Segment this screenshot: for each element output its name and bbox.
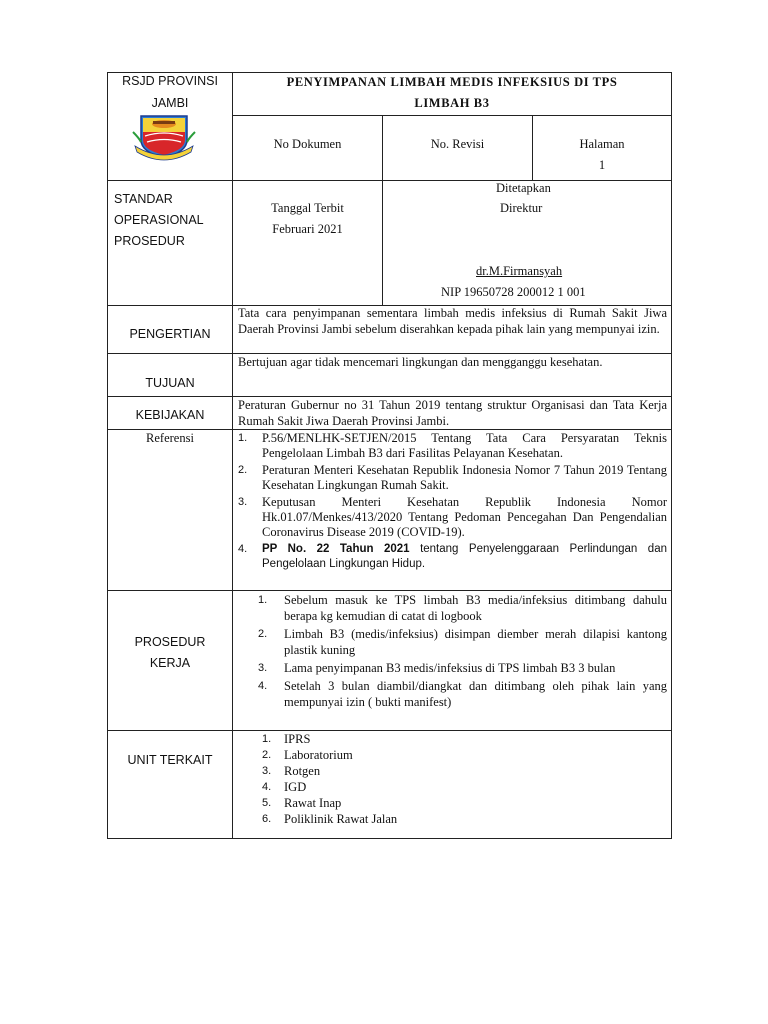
- list-item: [262, 795, 662, 811]
- list-item-number: 3.: [262, 765, 272, 777]
- list-item-text: Rawat Inap: [284, 796, 342, 810]
- prosedur-list: [258, 592, 667, 710]
- row-divider-pengertian: [107, 353, 672, 354]
- row-divider-referensi: [107, 590, 672, 591]
- tujuan-label: TUJUAN: [145, 376, 195, 390]
- signatory-name: dr.M.Firmansyah: [476, 264, 563, 278]
- list-item-text: Lama penyimpanan B3 medis/infeksius di TPS limbah B3 3 bulan: [284, 661, 616, 675]
- list-item: [262, 731, 662, 747]
- list-item-number: 4.: [258, 680, 268, 692]
- table-border-bottom: [107, 838, 672, 839]
- list-item-number: 4.: [238, 543, 248, 555]
- halaman-value: 1: [598, 158, 606, 172]
- referensi-list: [238, 431, 667, 572]
- list-item-text: Keputusan Menteri Kesehatan Republik Indonesia Nomor Hk.01.07/Menkes/413/2020 Tentang Pedoman Pencegahan Dan Pengendalian Coronavirus Disease 2019 (COVID-19).: [262, 495, 667, 539]
- sop-label-line1: STANDAR: [114, 192, 173, 206]
- list-item-text: Laboratorium: [284, 748, 353, 762]
- list-item-bold-text: PP No. 22 Tahun 2021: [262, 543, 410, 555]
- list-item-number: 3.: [258, 662, 268, 674]
- document-title-line2: LIMBAH B3: [414, 96, 490, 110]
- document-title-line1: PENYIMPANAN LIMBAH MEDIS INFEKSIUS DI TPS: [286, 75, 618, 89]
- list-item-number: 3.: [238, 496, 248, 508]
- list-item-text: Rotgen: [284, 764, 321, 778]
- list-item-text: IPRS: [284, 732, 311, 746]
- table-border-left: [107, 72, 108, 839]
- list-item-number: 6.: [262, 813, 272, 825]
- row-divider-header: [107, 180, 672, 181]
- kebijakan-label: KEBIJAKAN: [135, 408, 205, 422]
- list-item-number: 1.: [238, 432, 248, 444]
- direktur-label: Direktur: [500, 201, 543, 215]
- list-item-text: P.56/MENLHK-SETJEN/2015 Tentang Tata Cara Persyaratan Teknis Pengelolaan Limbah B3 dari Fasilitas Pelayanan Kesehatan.: [262, 431, 667, 460]
- list-item: [238, 431, 667, 461]
- list-item-text: tentang Penyelenggaraan Perlindungan dan Pengelolaan Lingkungan Hidup.: [262, 543, 667, 570]
- list-item: [258, 660, 667, 676]
- pengertian-label: PENGERTIAN: [129, 327, 211, 341]
- list-item-number: 2.: [238, 464, 248, 476]
- list-item: [238, 495, 667, 540]
- list-item-number: 5.: [262, 797, 272, 809]
- org-name-line2: JAMBI: [151, 96, 189, 110]
- halaman-label: Halaman: [579, 137, 625, 151]
- unit-terkait-label: UNIT TERKAIT: [127, 753, 213, 767]
- jambi-province-emblem-icon: [131, 112, 197, 162]
- list-item: [258, 592, 667, 624]
- tanggal-terbit-value: Februari 2021: [272, 222, 343, 236]
- list-item: [262, 763, 662, 779]
- prosedur-label-line1: PROSEDUR: [134, 635, 206, 649]
- list-item-text: Poliklinik Rawat Jalan: [284, 812, 398, 826]
- signatory-nip: NIP 19650728 200012 1 001: [441, 285, 586, 299]
- list-item: [238, 463, 667, 493]
- sop-label-line2: OPERASIONAL: [114, 213, 204, 227]
- prosedur-label-line2: KERJA: [149, 656, 191, 670]
- tanggal-terbit-label: Tanggal Terbit: [271, 201, 344, 215]
- list-item-number: 2.: [258, 628, 268, 640]
- list-item-text: Peraturan Menteri Kesehatan Republik Indonesia Nomor 7 Tahun 2019 Tentang Kesehatan Lingkungan Rumah Sakit.: [262, 463, 667, 492]
- row-divider-tujuan: [107, 396, 672, 397]
- list-item-text: Sebelum masuk ke TPS limbah B3 media/infeksius ditimbang dahulu berapa kg kemudian di catat di logbook: [284, 593, 667, 623]
- list-item-text: IGD: [284, 780, 307, 794]
- list-item-text-wrapper: [262, 542, 667, 572]
- list-item: [258, 626, 667, 658]
- no-dokumen-label: No Dokumen: [273, 137, 342, 151]
- unit-terkait-list: [262, 731, 662, 827]
- referensi-label: Referensi: [146, 431, 194, 445]
- list-item: [262, 779, 662, 795]
- column-divider-direktur: [382, 180, 383, 306]
- kebijakan-text: Peraturan Gubernur no 31 Tahun 2019 tentang struktur Organisasi dan Tata Kerja Rumah Sakit Jiwa Daerah Provinsi Jambi.: [238, 398, 667, 428]
- row-divider-title: [232, 115, 672, 116]
- pengertian-text: Tata cara penyimpanan sementara limbah medis infeksius di Rumah Sakit Jiwa Daerah Provinsi Jambi sebelum diserahkan kepada pihak lain yang mempunyai izin.: [238, 306, 667, 336]
- org-name-line1: RSJD PROVINSI: [122, 74, 218, 88]
- list-item: [262, 811, 662, 827]
- list-item-number: 1.: [262, 733, 272, 745]
- sop-label-line3: PROSEDUR: [114, 234, 185, 248]
- list-item: [238, 542, 667, 572]
- list-item: [262, 747, 662, 763]
- list-item: [258, 678, 667, 710]
- column-divider-main: [232, 72, 233, 839]
- list-item-text: Limbah B3 (medis/infeksius) disimpan diember merah dilapisi kantong plastik kuning: [284, 627, 667, 657]
- no-revisi-label: No. Revisi: [430, 137, 485, 151]
- list-item-number: 2.: [262, 749, 272, 761]
- tujuan-text: Bertujuan agar tidak mencemari lingkungan dan mengganggu kesehatan.: [238, 355, 603, 369]
- table-border-right: [671, 72, 672, 839]
- list-item-text: Setelah 3 bulan diambil/diangkat dan ditimbang oleh pihak lain yang mempunyai izin ( bukti manifest): [284, 679, 667, 709]
- list-item-number: 1.: [258, 594, 268, 606]
- list-item-number: 4.: [262, 781, 272, 793]
- ditetapkan-label: Ditetapkan: [496, 181, 551, 195]
